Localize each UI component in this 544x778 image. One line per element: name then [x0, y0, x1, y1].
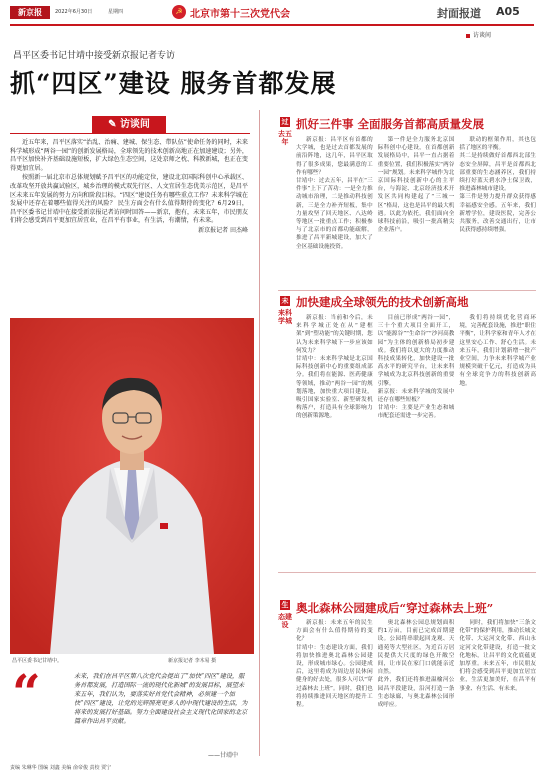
column-text: 同时，我们将加快“三条文化带”的保护利用，推动长城文化带、大运河文化带、西山永定河文化带建设，打造一批文化地标，让昌平的文化底蕴更加厚重。未来五年，市民朋友们将会感受到昌平更加宜居宜业，生活更加美好，在昌平有事业、有生活、有未来。	[459, 620, 537, 692]
section-tag-box: 生	[281, 601, 289, 609]
pull-quote: 未来，我们在昌平区第八次党代会提出了“加快“四区”建设，服务首都发展，打造国际一流的现代化新城”的发展目标，展望未来五年，我们认为，要落实好首党代会精神，必须建一个加快“四区”建设，让党的光辉照亮更多人的中现代建设的生活，为将来的发展打好基础。努力全面建设社会主义现代化国家的北京篇章作出昌平贡献。	[74, 673, 248, 725]
text-column	[459, 314, 536, 568]
photo-caption: 昌平区委书记甘靖中。	[12, 658, 63, 664]
newspaper-logo: 新京报	[10, 6, 50, 19]
section-title: 抓好三件事 全面服务首都高质量发展	[296, 117, 485, 131]
portrait-photo	[10, 318, 254, 654]
special-title: 北京市第十三次党代会	[190, 8, 290, 20]
party-emblem-icon: ☭	[172, 5, 186, 19]
section-title: 奥北森林公园建成后“穿过森林去上班”	[296, 601, 494, 615]
text-column	[459, 136, 536, 286]
issue-date: 2022年6月30日	[55, 9, 93, 15]
intro-paragraph: 近五年来，昌平区落实“治乱、治痛、建城、保生态、带队伍”使命任务的同时，未来科学城形成“两谷一园”的创新发展格局，全球领先的技术创新高地正在加速建设；另外，昌平区加快补齐基础设施短板，扩大绿色生态空间，这处京师之枕、科教新城，也正在变得更加宜居。	[10, 139, 248, 172]
pen-icon: ✎	[108, 119, 120, 130]
photo-credit: 新京报记者 李木易 摄	[168, 658, 217, 664]
masthead	[0, 0, 544, 39]
column-text: 新京报：未来五年的民生方面会有什么值得期待的变化？ 甘靖中：生态建设方面，我们将加快推进奥北森林公园建设，形成城市绿心。公园建成后，这里将成为周边居民休闲健身的好去处，很多人可以“穿过森林去上班”。同时，我们也将持续推进回天地区的提升工程。	[296, 620, 373, 709]
section-title: 加快建成全球领先的技术创新高地	[296, 295, 469, 309]
column-text: 目前已形成“两谷一园”，三十个重大项目全面开工，以“能源谷”“生命谷”“沙河高教园”为主体的创新格局初步建成。我们将以更大的力度推动科技成果转化，加快建设一批高水平的研究平台，让未来科学城成为北京科技创新的重要引擎。 新京报：未来科学城的发展中还存在哪些短板？ 甘靖中：主要是产业生态和城市配套还需进一步完善。	[377, 315, 455, 420]
column-text: 我们将持续优化营商环境，完善配套设施，推进“职住平衡”，让科学家和青年人才在这里安心工作、舒心生活。未来五年，我们计划新增一批产业空间，力争未来科学城产业规模突破千亿元，打造成为具有全球竞争力的科技创新高地。	[459, 315, 537, 387]
section-tag	[278, 600, 292, 629]
intro-credit: 新京报记者 田杰峰	[198, 226, 248, 234]
section-tag-label: 去五年	[278, 130, 292, 146]
section-rule	[278, 290, 536, 291]
kicker: 昌平区委书记甘靖中接受新京报记者专访	[13, 51, 176, 61]
text-column	[378, 619, 455, 759]
text-column	[459, 619, 536, 759]
intro-paragraph: 按照新一届北京市总体规划赋予昌平区的功能定位，建设北京国际科创中心承载区、改革攻坚开放共赢试验区，城乡治理的模式双先行区、人文宜居生态优美示范区，是昌平区未来五年发展的努力方向和阶段目标。“四区”建设任务有哪些重点工作？未来科学城在发展中还存在着哪些值得关注的风险？ 民生方面会有什么值得期待的变化？6月29日，昌平区委书记甘靖中在接受新京报记者访问时回答——新京，抱有，未来五年，市民朋友们将会感受到昌平更加宜居宜业，在昌平有事业，有生活，有潮情，有未来。	[10, 174, 248, 225]
interview-badge	[92, 116, 166, 134]
section-body	[296, 314, 536, 568]
section-tag	[278, 296, 292, 325]
column-label: 访谈间	[466, 30, 491, 39]
headline: 抓“四区”建设 服务首都发展	[10, 69, 337, 98]
quote-signature: ——甘靖中	[208, 752, 239, 759]
column-text: 联动的框架作用，其也包括了地区的平衡。 其二是持续做好首都西北部生态安全屏障，昌平是首都西北部重要的生态涵养区，我们持续打好蓝天碧水净土保卫战，推进森林城市建设。 第三件是努力提升群众获得感幸福感安全感。五年来，我们新增学位，建设医院，完善公共服务，改善交通出行，让市民获得感持续增强。	[459, 137, 537, 234]
text-column	[378, 314, 455, 568]
intro-text	[10, 139, 248, 236]
quote-mark-icon: “	[12, 663, 41, 722]
section-body	[296, 619, 536, 759]
section-tag-box: 过	[281, 118, 289, 126]
text-column	[378, 136, 455, 286]
badge-label: 访谈间	[119, 119, 150, 130]
special-banner	[172, 3, 290, 21]
portrait-illustration	[10, 318, 254, 654]
section-body	[296, 136, 536, 286]
column-text: 奥北森林公园总规划面积约1万亩，目前已完成首期建设。公园将串联起回龙观、天通苑等大型社区，为近百万居民提供大尺度的绿色开敞空间，让市民在家门口就能亲近自然。 此外，我们还将推进温榆河公园昌平段建设，沿河打造一条生态绿廊，与奥北森林公园形成呼应。	[377, 620, 455, 709]
section-tag	[278, 117, 292, 146]
section-tag-label: 态建设	[278, 613, 292, 629]
section-tag-box: 未	[281, 297, 289, 305]
page-number: A05	[496, 5, 520, 18]
badge-rule	[10, 133, 250, 134]
text-column	[296, 314, 373, 568]
section-tag-label: 来科学城	[278, 309, 292, 325]
column-text: 新京报：当前和今后，未来科学城正处在从“建框架”到“塑功能”的关键时期，您认为未来科学城下一步应该如何发力？ 甘靖中：未来科学城是北京国际科技创新中心的重要组成部分。我们将在能源、医药健康等领域，推动“两谷一园”的规划落地，加快重大项目建设，吸引国家实验室、新型研发机构落户，打造具有全球影响力的创新策源地。	[296, 315, 373, 420]
section-rule	[278, 572, 536, 573]
column-divider	[259, 110, 260, 756]
editor-credits: 责编 朱琳华 图编 刘鑫 美编 俞帝俊 责校 贾宁	[10, 765, 112, 771]
column-text: 第一件是全力服务北京国际科创中心建设，在首都创新发展格局中，昌平一直占据着重要位置，我们积极落实“两谷一园”规划。未来科学城作为北京国际科技创新中心的主平台，与海淀、北京经济技术开发区共同构建起了“三城一区”格局，这也是昌平的最大机遇。以此为依托，我们面向全球科技前沿，吸引一批高精尖企业落户。	[377, 137, 455, 234]
text-column	[296, 619, 373, 759]
section-name: 封面报道	[437, 7, 481, 20]
column-text: 新京报：昌平区有首都的大学城，也是过去首都发展的前沿阵地，这几年，昌平区取得了很多成果，您最满意的工作有哪些？ 甘靖中：过去五年，昌平在“三件事”上下了苦功：一是全力推动城市治理，二是推动科技创新，三是全力补齐短板，集中力量攻坚了回天地区、八达岭等地区一批重点工作；积极参与了北京市的首都功能疏解，推进了昌平新城建设，加大了全区基础设施投资。	[296, 137, 373, 250]
text-column	[296, 136, 373, 286]
masthead-rule	[10, 24, 534, 26]
issue-weekday: 星期四	[108, 9, 124, 15]
